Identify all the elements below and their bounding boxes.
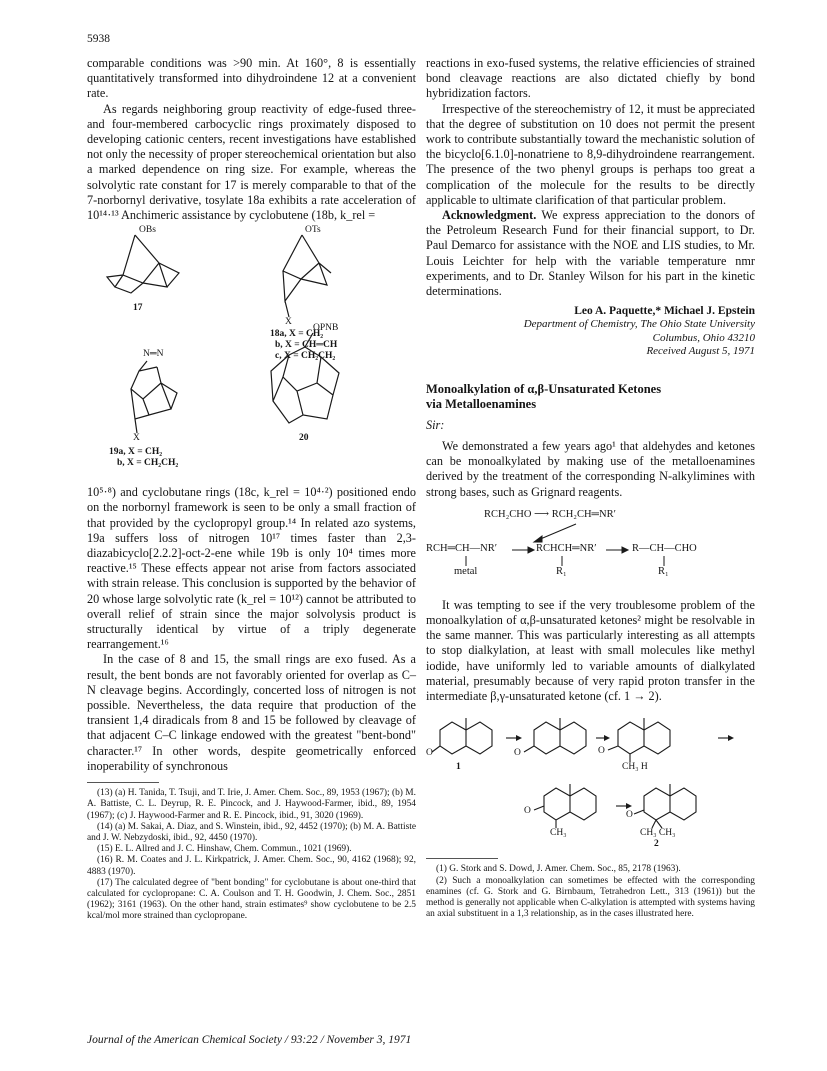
acknowledgment-label: Acknowledgment. [442,208,537,223]
acknowledgment-paragraph [426,208,755,299]
title-line-1: Monoalkylation of α,β-Unsaturated Ketones [426,382,662,397]
ketone-structures-drawing [426,710,755,850]
left-column [87,56,416,923]
footnote-1: (1) G. Stork and S. Dowd, J. Amer. Chem. Soc., 85, 2178 (1963). [436,864,681,875]
right-paragraph-2: Irrespective of the stereochemistry of 12, it must be appreciated that the degree of substitution on 10 does not permit the present work to contribute substantially toward the mechanistic solution of the bicyclo[6.1.0]-nonatriene to 8,9-dihydroindene rearrangement. The presence of the two phenyl groups is perhaps too great a complication of the molecule for the results to be directly applicable to ultimate clarification of that particular problem. [426,101,755,207]
right-footnote-rule [426,858,498,859]
label-2: 2 [654,839,659,850]
label-ch3-ch3: CH₃ CH₃ [640,828,676,839]
acknowledgment-text: We express appreciation to the donors of the Petroleum Research Fund for their financial support, to Dr. Paul Demarco for assistance with the NOE and LIS studies, to Mr. Louis Leichter for help with the variable temperature nmr experiments, and to Dr. Stanley Wilson for his part in the kinetic determinations. [426,208,755,299]
authors: Leo A. Paquette,* Michael J. Epstein [574,305,755,318]
label-o-2: O [514,748,521,759]
structure-scheme-17-20 [87,223,416,485]
scheme-r1-a: R₁ [556,565,567,577]
footnote-13: (13) (a) H. Tanida, T. Tsuji, and T. Irie, J. Amer. Chem. Soc., 89, 1953 (1967); (b) M. A. Battiste, C. L. Deyrup, R. E. Pincock, and J. Haywood-Farmer, ibid., 89, 1954 (1967); (c) J. Haywood-Farmer and R. E. Pincock, ibid., 91, 3020 (1969). [87,788,416,821]
affiliation-2: Columbus, Ohio 43210 [652,331,755,344]
label-o-5: O [626,810,633,821]
journal-footer: Journal of the American Chemical Society / 93:22 / November 3, 1971 [87,1034,412,1046]
footnote-rule [87,782,159,783]
footnote-2: (2) Such a monoalkylation can sometimes be effected with the corresponding enamines (cf. G. Stork and G. Birnbaum, Tetrahedron Lett., 313 (1961)) but the method is generally not applicable when C-alkylation is attempted with systems having an axial substituent in a 1,3 relationship, as in the cases illustrated here. [426,875,755,920]
right-paragraph-3: We demonstrated a few years ago¹ that aldehydes and ketones can be monoalkylated by making use of the metalloenamines derived by the treatment of the corresponding N-alkylimines with strong bases, such as Grignard reagents. [426,439,755,499]
right-paragraph-4: It was tempting to see if the very troublesome problem of the monoalkylation of α,β-unsaturated ketones² might be resolvable in the same manner. This was particularly interesting as all attempts to stop dialkylation, at least with small molecules like methyl iodide, have uniformly led to variable amounts of dialkylated material, presumably because of very rapid proton transfer in the intermediate β,γ-unsaturated ketone (cf. 1 → 2). [426,597,755,704]
scheme-product: R—CH—CHO [632,542,697,554]
label-18a: 18a, X = CH₂ [270,329,324,340]
label-1: 1 [456,762,461,773]
label-ch3: CH₃ [550,828,567,839]
label-obs: OBs [139,225,156,236]
left-paragraph-2: As regards neighboring group reactivity of edge-fused three- and four-membered carbocyclic rings proximately disposed to developing cationic centers, recent investigations have established not only the necessity of proper stereochemical orientation but also a marked dependence on ring size. For example, whereas the solvolytic rate constant for 17 is merely comparable to that of the 7-norbornyl derivative, tosylate 18a exhibits a rate acceleration of 10¹⁴·¹³ Anchimeric assistance by cyclobutene (18b, k_rel = [87,101,416,223]
label-19b: b, X = CH₂CH₂ [117,458,179,469]
footnote-15: (15) E. L. Allred and J. C. Hinshaw, Chem. Commun., 1021 (1969). [97,844,352,855]
scheme-enamine: RCH═CH—NR′ [426,542,497,554]
scheme-metal: metal [454,565,478,577]
label-19-azo: N═N [143,349,164,360]
footnote-17: (17) The calculated degree of "bent bonding" for cyclobutane is about one-third that calculated for cyclopropane: C. A. Coulson and T. H. Goodwin, J. Chem. Soc., 2851 (1962); 3161 (1963). On the other hand, strain estimates⁹ show cyclobutene to be 2.5 kcal/mol more strained than cyclopropane. [87,877,416,922]
reaction-scheme-ketones [426,710,755,850]
scheme-top-line: RCH₂CHO ⟶ RCH₂CH═NR′ [484,508,616,520]
left-paragraph-1: comparable conditions was >90 min. At 160°, 8 is essentially quantitatively transformed into dihydroindene 12 at a convenient rate. [87,56,416,101]
label-18c: c, X = CH₂CH₂ [275,351,336,362]
left-paragraph-4: In the case of 8 and 15, the small rings are exo fused. As a result, the bent bonds are not favorably oriented for overlap as C–N cleavage begins. Accordingly, concerted loss of nitrogen is not possible. Nevertheless, the data require that production of the transient 1,4 diradicals from 8 and 15 be followed by cleavage of that adjacent C–C linkage endowed with the greatest "bent-bond" character.¹⁷ In other words, despite geometrically enforced inoperability of synchronous [87,652,416,773]
salutation: Sir: [426,418,445,433]
label-17: 17 [133,303,143,314]
label-ots: OTs [305,225,321,236]
scheme-r1-b: R₁ [658,565,669,577]
title-line-2: via Metalloenamines [426,397,537,412]
label-opnb: OPNB [313,323,339,334]
footnote-16: (16) R. M. Coates and J. L. Kirkpatrick, J. Amer. Chem. Soc., 90, 4162 (1968); 92, 4883 (1970). [87,855,416,877]
label-o-3: O [598,746,605,757]
author-block [426,305,755,358]
left-paragraph-3: 10⁵·⁸) and cyclobutane rings (18c, k_rel = 10⁴·²) positioned endo on the norbornyl framework is seen to be only a small fraction of that provided by the cyclopropyl group.¹⁴ In related azo systems, 19a suffers loss of nitrogen 10¹⁷ times faster than 2,3-diazabicyclo[2.2.2]-oct-2-ene while 19b is only 10⁴ times more reactive.¹⁵ These effects appear not arise from factors associated with strain release. This conclusion is supported by the behavior of 20 whose large solvolytic rate (k_rel = 10¹²) cannot be attributed to overall relief of strain since the major solvolysis product is structurally identical by virtue of a triply degenerate rearrangement.¹⁶ [87,485,416,652]
page-number: 5938 [87,33,110,45]
label-20: 20 [299,433,309,444]
right-paragraph-1: reactions in exo-fused systems, the relative efficiencies of strained bond cleavage reactions are also dictated chiefly by bond hybridization factors. [426,56,755,101]
label-o-1: O [426,748,433,759]
label-ch3-h: CH₃ H [622,762,648,773]
affiliation-1: Department of Chemistry, The Ohio State University [523,318,755,331]
scheme-alkylated-imine: RCHCH═NR′ [536,542,597,554]
structures-drawing [87,223,416,485]
label-o-4: O [524,806,531,817]
reaction-scheme-metalloenamine [426,500,755,598]
article-title [426,382,755,412]
received-date: Received August 5, 1971 [646,344,755,357]
label-18b: b, X = CH═CH [275,340,338,351]
right-column [426,56,755,920]
label-18-x: X [285,317,292,328]
label-19a: 19a, X = CH₂ [109,447,163,458]
label-19-x: X [133,433,140,444]
footnote-14: (14) (a) M. Sakai, A. Diaz, and S. Winstein, ibid., 92, 4452 (1970); (b) M. A. Battiste and J. W. Nebzydoski, ibid., 92, 4450 (1970). [87,821,416,843]
